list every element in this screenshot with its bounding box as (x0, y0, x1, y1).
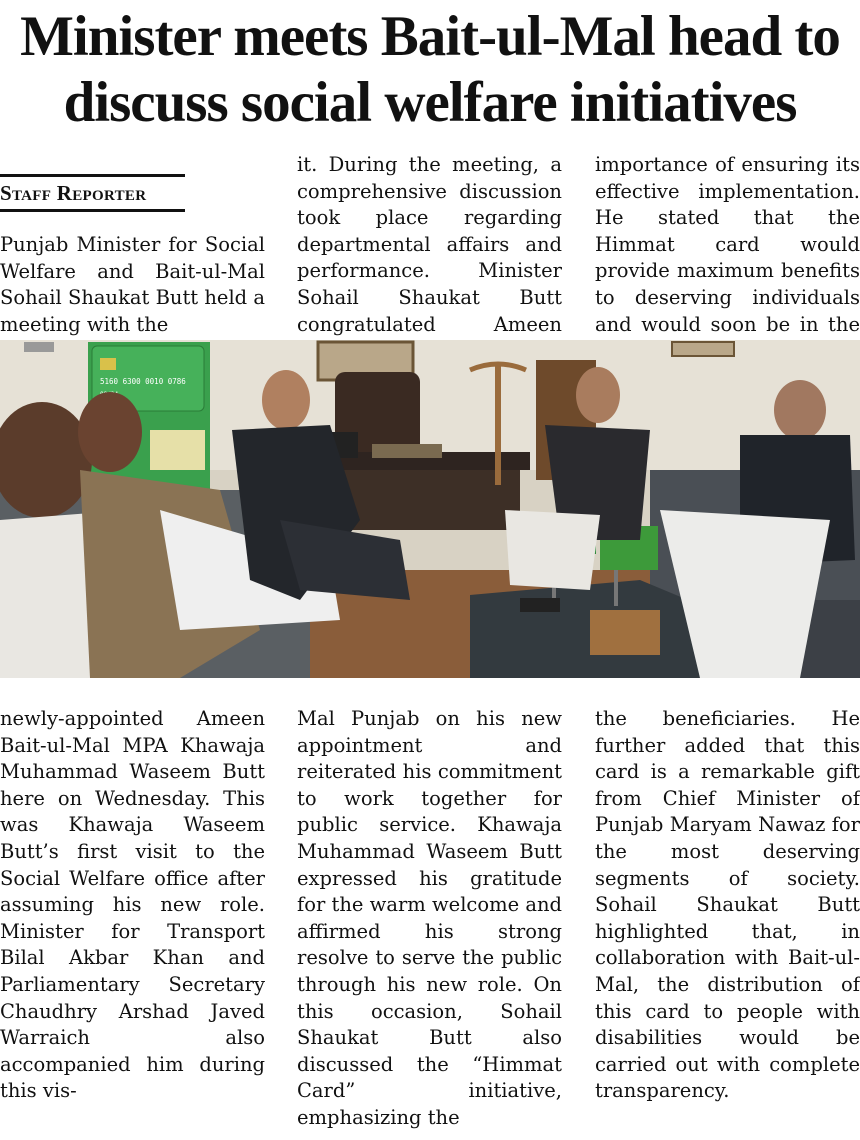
byline: Staff Reporter (0, 174, 185, 212)
column-3-bottom: the beneficiaries. He further added that this card is a remarkable gift from Chief Minister of Punjab Maryam Nawaz for the most deserving segments of society. Sohail Shaukat Butt highlighted that, in collaboration with Bait-ul-Mal, the distribution of this card to people with disabilities would be carried out with complete transparency. (595, 707, 860, 1103)
column-3-top: importance of ensuring its effective implementation. He stated that the Himmat card would provide maximum benefits to deserving individuals and would soon be in the (595, 153, 860, 336)
column-2-bottom: Mal Punjab on his new appointment and reiterated his commitment to work together for public service. Khawaja Muhammad Waseem Butt expressed his gratitude for the warm welcome and affirmed his strong resolve to serve the public through his new role. On this occasion, Sohail Shaukat Butt also discussed the “Himmat Card” initiative, emphasizing the (297, 707, 562, 1129)
headline (0, 4, 860, 136)
headline-line-2: discuss social welfare initiatives (63, 71, 797, 134)
headline-line-1: Minister meets Bait-ul-Mal head to (20, 5, 840, 68)
column-2-top: it. During the meeting, a comprehensive discussion took place regarding departmental affairs and performance. Minister Sohail Shaukat Butt congratulated Ameen (297, 153, 562, 336)
column-1-top: Punjab Minister for Social Welfare and Bait-ul-Mal Sohail Shaukat Butt held a meeting with the (0, 233, 265, 336)
card-number-text: 5160 6300 0010 0786 (100, 377, 186, 386)
meeting-photo (0, 340, 860, 678)
column-1-bottom: newly-appointed Ameen Bait-ul-Mal MPA Khawaja Muhammad Waseem Butt here on Wednesday. This was Khawaja Waseem Butt’s first visit to the Social Welfare office after assuming his new role. Minister for Transport Bilal Akbar Khan and Parliamentary Secretary Chaudhry Arshad Javed Warraich also accompanied him during this vis- (0, 707, 265, 1103)
